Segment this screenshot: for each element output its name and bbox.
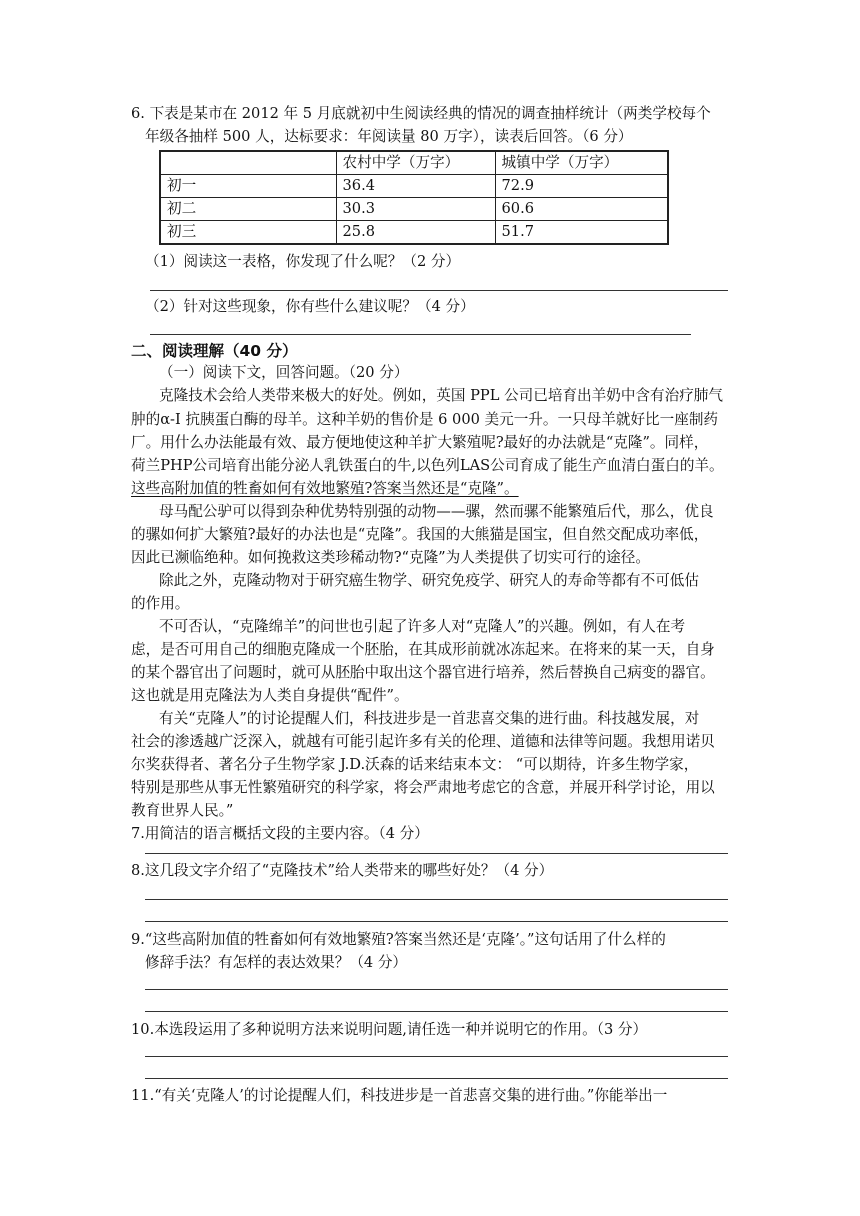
q6-line1: 6. 下表是某市在 2012 年 5 月底就初中生阅读经典的情况的调查抽样统计（两类学校每个 — [131, 105, 711, 122]
question-7: 7.用简洁的语言概括文段的主要内容。（4 分） — [131, 825, 429, 842]
passage-line: 社会的渗透越广泛深入，就越有可能引起许多有关的伦理、道德和法律等问题。我想用诺贝 — [131, 733, 715, 750]
passage-line: 的某个器官出了问题时，就可从胚胎中取出这个器官进行培养，然后替换自己病变的器官。 — [131, 664, 715, 681]
passage-line: 母马配公驴可以得到杂种优势特别强的动物——骡，然而骡不能繁殖后代，那么，优良 — [159, 503, 714, 520]
table-cell: 25.8 — [336, 221, 495, 245]
table-row — [160, 221, 668, 245]
table-cell: 72.9 — [495, 175, 668, 198]
question-9-line1: 9.“这些高附加值的牲畜如何有效地繁殖?答案当然还是‘克隆’。”这句话用了什么样的 — [131, 931, 666, 948]
table-row — [160, 151, 668, 175]
table-cell: 51.7 — [495, 221, 668, 245]
table-row — [160, 175, 668, 198]
table-cell: 初三 — [160, 221, 336, 245]
passage-line: 教育世界人民。” — [131, 802, 234, 819]
table-cell: 初一 — [160, 175, 336, 198]
question-10: 10.本选段运用了多种说明方法来说明问题,请任选一种并说明它的作用。（3 分） — [131, 1021, 648, 1038]
part-heading: （一）阅读下文，回答问题。（20 分） — [159, 364, 409, 381]
q6-sub2: （2）针对这些现象，你有些什么建议呢？（4 分） — [145, 298, 475, 315]
passage-line: 因此已濒临绝种。如何挽救这类珍稀动物?“克隆”为人类提供了切实可行的途径。 — [131, 549, 650, 566]
table-cell: 30.3 — [336, 198, 495, 221]
answer-line — [145, 1011, 728, 1012]
q6-line2: 年级各抽样 500 人，达标要求：年阅读量 80 万字），读表后回答。（6 分） — [145, 128, 633, 145]
passage-line: 尔奖获得者、著名分子生物学家 J.D.沃森的话来结束本文： “可以期待，许多生物学家， — [131, 756, 699, 773]
passage-line: 肿的α-I 抗胰蛋白酶的母羊。这种羊奶的售价是 6 000 美元一升。一只母羊就好比一座制药 — [131, 411, 719, 428]
passage-line: 荷兰PHP公司培育出能分泌人乳铁蛋白的牛,以色列LAS公司育成了能生产血清白蛋白的羊。 — [131, 457, 724, 474]
survey-table — [159, 150, 669, 245]
answer-line — [150, 334, 691, 335]
table-header-urban: 城镇中学（万字） — [495, 151, 668, 175]
passage-line: 克隆技术会给人类带来极大的好处。例如，英国 PPL 公司已培育出羊奶中含有治疗肺气 — [159, 387, 723, 404]
answer-line — [145, 1078, 728, 1079]
passage-underlined-sentence: 这些高附加值的牲畜如何有效地繁殖?答案当然还是“克隆”。 — [131, 480, 519, 497]
passage-line: 的骡如何扩大繁殖?最好的办法也是“克隆”。我国的大熊猫是国宝，但自然交配成功率低， — [131, 526, 709, 543]
answer-line — [145, 921, 728, 922]
table-row — [160, 198, 668, 221]
passage-line: 有关“克隆人”的讨论提醒人们，科技进步是一首悲喜交集的进行曲。科技越发展，对 — [159, 710, 700, 727]
passage-line: 不可否认，“克隆绵羊”的问世也引起了许多人对“克隆人”的兴趣。例如，有人在考 — [159, 618, 686, 635]
q6-sub1: （1）阅读这一表格，你发现了什么呢？（2 分） — [145, 253, 461, 270]
table-cell — [160, 151, 336, 175]
passage-line: 虑，是否可用自己的细胞克隆成一个胚胎，在其成形前就冰冻起来。在将来的某一天，自身 — [131, 641, 715, 658]
table-cell: 36.4 — [336, 175, 495, 198]
answer-line — [145, 853, 728, 854]
passage-line: 特别是那些从事无性繁殖研究的科学家，将会严肃地考虑它的含意，并展开科学讨论，用以 — [131, 779, 715, 796]
table-header-rural: 农村中学（万字） — [336, 151, 495, 175]
passage-line: 这也就是用克隆法为人类自身提供“配件”。 — [131, 687, 409, 704]
question-8: 8.这几段文字介绍了“克隆技术”给人类带来的哪些好处？（4 分） — [131, 862, 554, 879]
passage-line: 的作用。 — [131, 595, 190, 612]
answer-line — [145, 989, 728, 990]
table-cell: 60.6 — [495, 198, 668, 221]
section-title: 二、阅读理解（40 分） — [131, 342, 298, 360]
passage-line: 厂。用什么办法能最有效、最方便地使这种羊扩大繁殖呢?最好的办法就是“克隆”。同样， — [131, 434, 709, 451]
answer-line — [145, 1056, 728, 1057]
question-11: 11.“有关‘克隆人’的讨论提醒人们，科技进步是一首悲喜交集的进行曲。”你能举出一 — [131, 1087, 668, 1104]
question-9-line2: 修辞手法？有怎样的表达效果？（4 分） — [145, 954, 408, 971]
answer-line — [145, 899, 728, 900]
table-cell: 初二 — [160, 198, 336, 221]
passage-line: 除此之外，克隆动物对于研究癌生物学、研究免疫学、研究人的寿命等都有不可低估 — [159, 572, 699, 589]
answer-line — [150, 290, 728, 291]
